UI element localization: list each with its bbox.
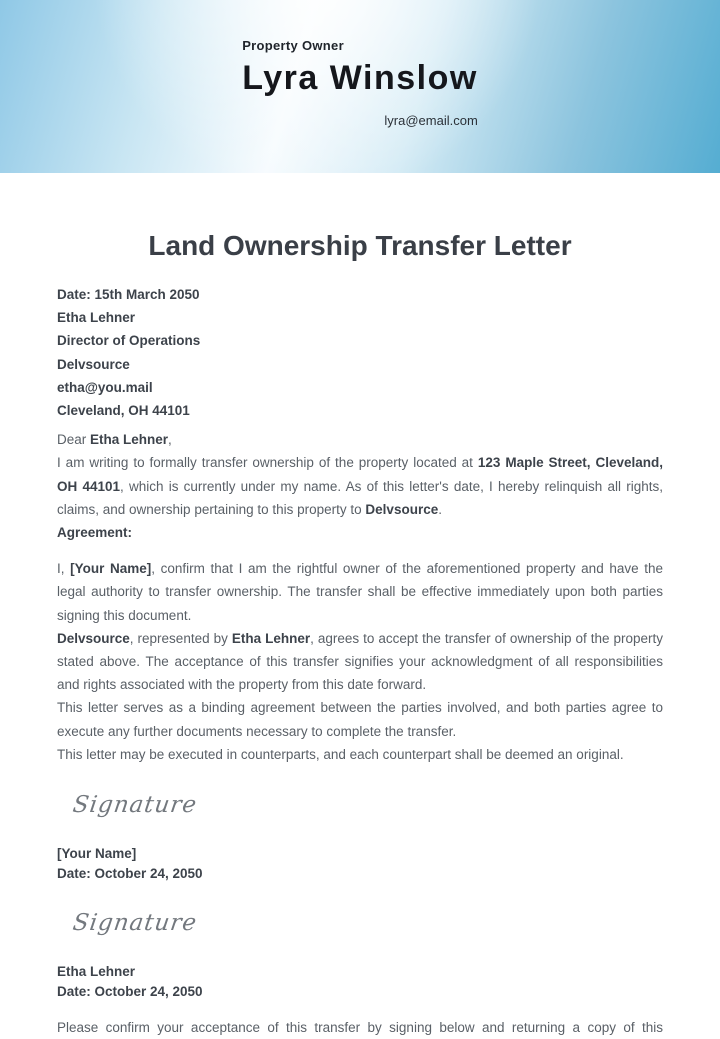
binding-agreement: This letter serves as a binding agreement between the parties involved, and both parties agree to execute any further documents necessary to complete the transfer. [57,700,663,739]
acceptance-statement: Delvsource, represented by Etha Lehner, agrees to accept the transfer of ownership of the property stated above. The acceptance of this transfer signifies your acknowledgment of all responsibilities and rights associated with the property from this date forward. [57,630,663,693]
recipient-line: Delvsource [57,356,130,372]
salutation: Dear Etha Lehner, [57,432,172,448]
signatory-name: Etha Lehner [57,964,136,980]
signature-script: Signature [71,910,199,937]
letter-body [57,428,663,766]
signature-block-1 [57,790,663,884]
transfer-statement: I am writing to formally transfer ownership of the property located at 123 Maple Street, Cleveland, OH 44101, which is currently under my name. As of this letter's date, I hereby relinquish all rights, claims, and ownership pertaining to this property to Delvsource. [57,455,664,517]
signature-date: Date: October 24, 2050 [57,866,203,882]
owner-confirmation: I, [Your Name], confirm that I am the rightful owner of the aforementioned property and have the legal authority to transfer ownership. The transfer shall be effective immediately upon both parties signing this document. [57,561,663,623]
recipient-line: etha@you.mail [57,379,153,395]
agreement-heading: Agreement: [57,525,133,541]
header-role-label: Property Owner [242,38,344,53]
recipient-line: Cleveland, OH 44101 [57,403,190,419]
signature-date: Date: October 24, 2050 [57,984,203,1000]
letter-title: Land Ownership Transfer Letter [148,230,572,261]
header-owner-block [242,38,478,128]
recipient-block [57,283,663,422]
signatory-name: [Your Name] [57,846,137,862]
recipient-line: Date: 15th March 2050 [57,287,200,302]
header-owner-email: lyra@email.com [384,113,478,128]
signature-script: Signature [71,792,199,819]
counterparts-statement: This letter may be executed in counterparts, and each counterpart shall be deemed an original. [57,746,624,762]
signature-blocks [57,790,663,1002]
signature-block-2 [57,908,663,1002]
letter-header [0,0,720,173]
header-owner-name: Lyra Winslow [242,59,478,97]
recipient-line: Etha Lehner [57,310,136,326]
closing-request-paragraph: Please confirm your acceptance of this transfer by signing below and returning a copy of this [57,1020,663,1036]
recipient-line: Director of Operations [57,333,201,349]
letter-content [0,229,720,1039]
